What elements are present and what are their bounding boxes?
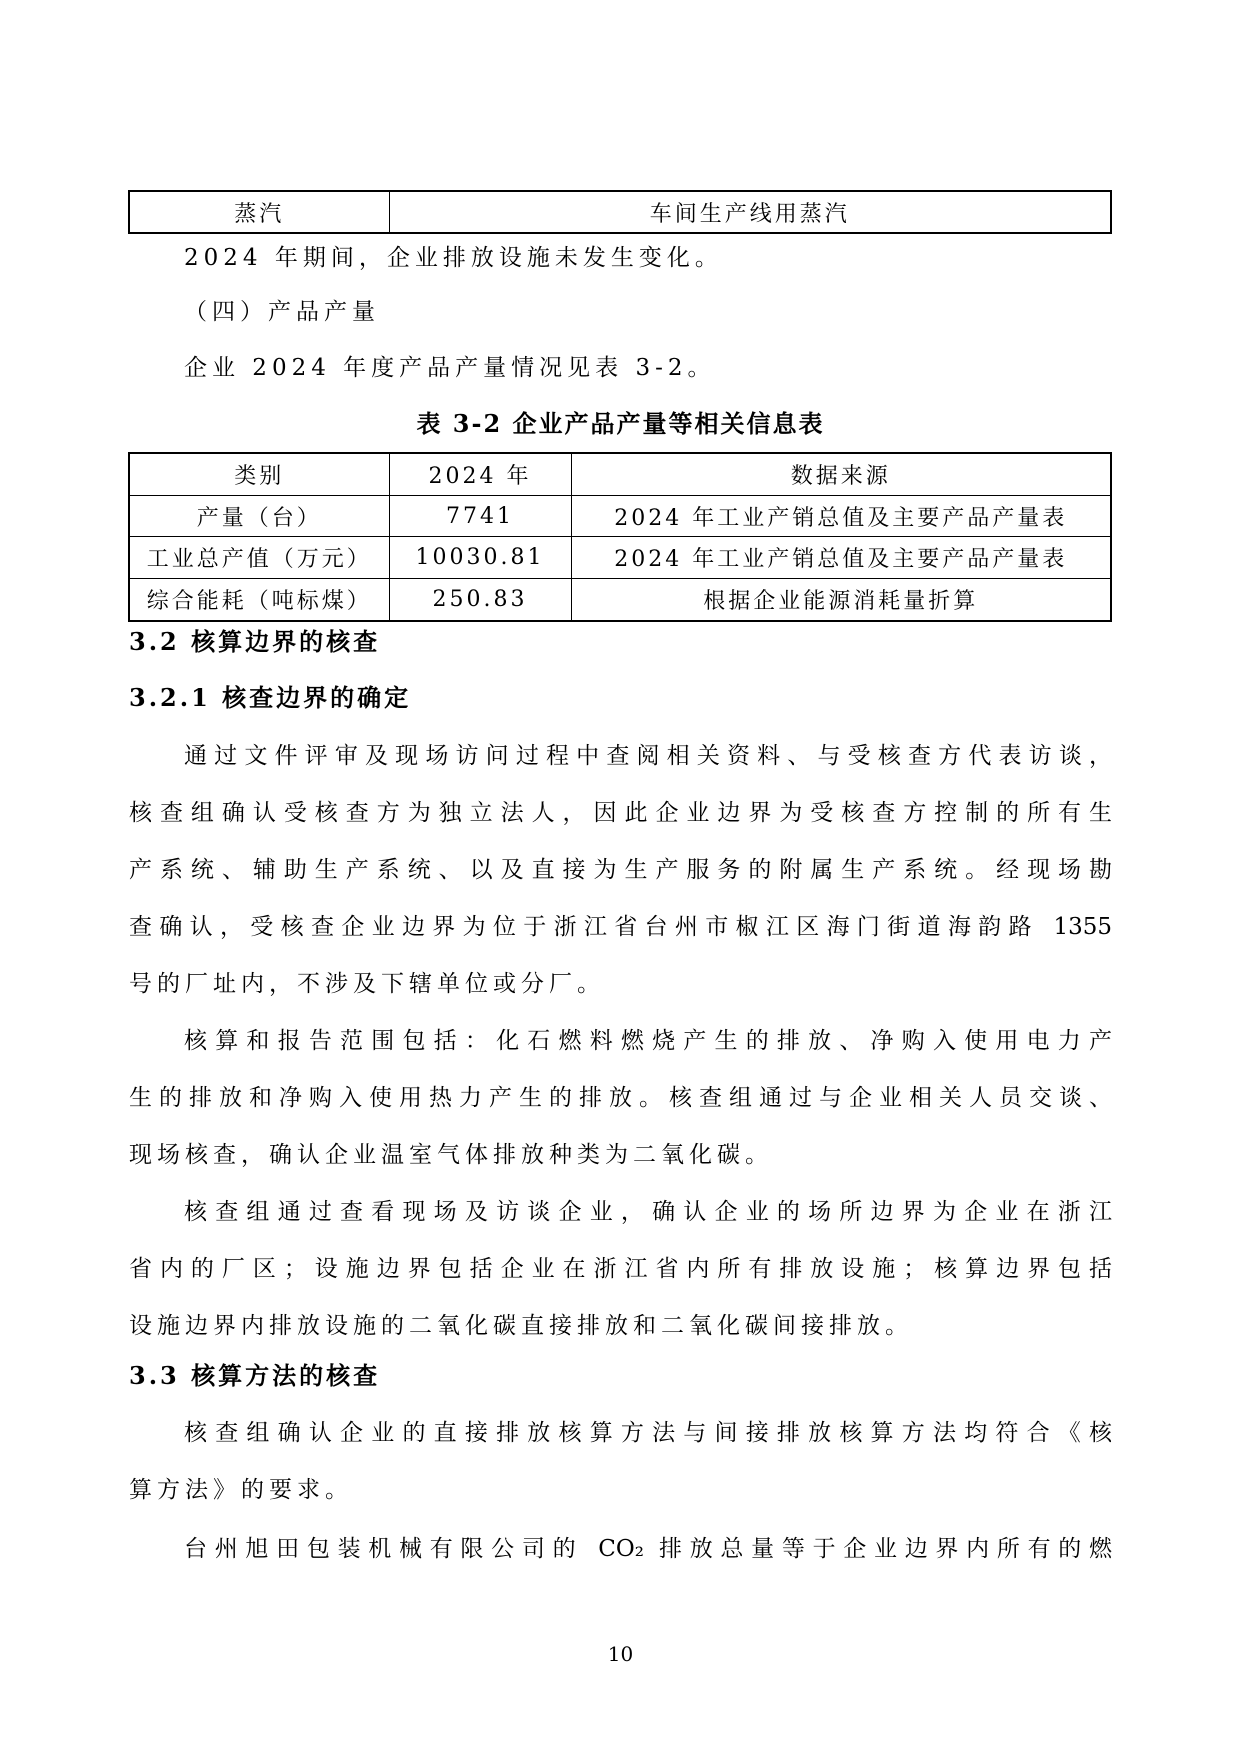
table-cell: 产量（台） <box>129 495 389 537</box>
table-caption: 表 3-2 企业产品产量等相关信息表 <box>416 409 825 438</box>
body-line: 核查组确认企业的直接排放核算方法与间接排放核算方法均符合《核 <box>184 1420 1112 1446</box>
body-line: 号的厂址内，不涉及下辖单位或分厂。 <box>129 971 605 997</box>
body-line: 核算和报告范围包括：化石燃料燃烧产生的排放、净购入使用电力产 <box>184 1028 1112 1054</box>
table-row <box>129 495 1111 537</box>
body-line: 企业 2024 年度产品产量情况见表 3-2。 <box>184 355 716 381</box>
body-line: 查确认，受核查企业边界为位于浙江省台州市椒江区海门街道海韵路 1355 <box>129 914 1112 940</box>
table-cell: 2024 年工业产销总值及主要产品产量表 <box>571 495 1111 537</box>
table-cell: 10030.81 <box>389 537 571 579</box>
page-number: 10 <box>607 1642 634 1666</box>
table-cell: 7741 <box>389 495 571 537</box>
body-line: 通过文件评审及现场访问过程中查阅相关资料、与受核查方代表访谈， <box>184 743 1112 769</box>
table-cell: 综合能耗（吨标煤） <box>129 579 389 621</box>
table-cell: 蒸汽 <box>129 191 389 233</box>
body-line: 产系统、辅助生产系统、以及直接为生产服务的附属生产系统。经现场勘 <box>129 857 1112 883</box>
section-heading-3-2: 3.2 核算边界的核查 <box>129 627 381 656</box>
steam-source-table <box>128 190 1112 234</box>
table-cell: 2024 年工业产销总值及主要产品产量表 <box>571 537 1111 579</box>
table-row <box>129 191 1111 233</box>
body-line: 省内的厂区；设施边界包括企业在浙江省内所有排放设施；核算边界包括 <box>129 1256 1112 1282</box>
subsection-heading-4: （四）产品产量 <box>184 299 380 325</box>
body-line: 核查组确认受核查方为独立法人，因此企业边界为受核查方控制的所有生 <box>129 800 1112 826</box>
body-line: 设施边界内排放设施的二氧化碳直接排放和二氧化碳间接排放。 <box>129 1313 913 1339</box>
table-header-cell: 2024 年 <box>389 453 571 495</box>
table-3-2 <box>128 452 1112 622</box>
table-header-row <box>129 453 1111 495</box>
section-heading-3-2-1: 3.2.1 核查边界的确定 <box>129 683 412 712</box>
table-cell: 根据企业能源消耗量折算 <box>571 579 1111 621</box>
body-line: 台州旭田包装机械有限公司的 CO₂ 排放总量等于企业边界内所有的燃 <box>184 1536 1112 1562</box>
table-row <box>129 579 1111 621</box>
table-header-cell: 数据来源 <box>571 453 1111 495</box>
body-line: 生的排放和净购入使用热力产生的排放。核查组通过与企业相关人员交谈、 <box>129 1085 1112 1111</box>
body-line: 算方法》的要求。 <box>129 1477 353 1503</box>
table-cell: 250.83 <box>389 579 571 621</box>
section-heading-3-3: 3.3 核算方法的核查 <box>129 1361 381 1390</box>
table-row <box>129 537 1111 579</box>
table-cell: 工业总产值（万元） <box>129 537 389 579</box>
table-header-cell: 类别 <box>129 453 389 495</box>
body-line: 2024 年期间，企业排放设施未发生变化。 <box>184 245 723 271</box>
body-line: 核查组通过查看现场及访谈企业，确认企业的场所边界为企业在浙江 <box>184 1199 1112 1225</box>
body-line: 现场核查，确认企业温室气体排放种类为二氧化碳。 <box>129 1142 773 1168</box>
table-cell: 车间生产线用蒸汽 <box>389 191 1111 233</box>
